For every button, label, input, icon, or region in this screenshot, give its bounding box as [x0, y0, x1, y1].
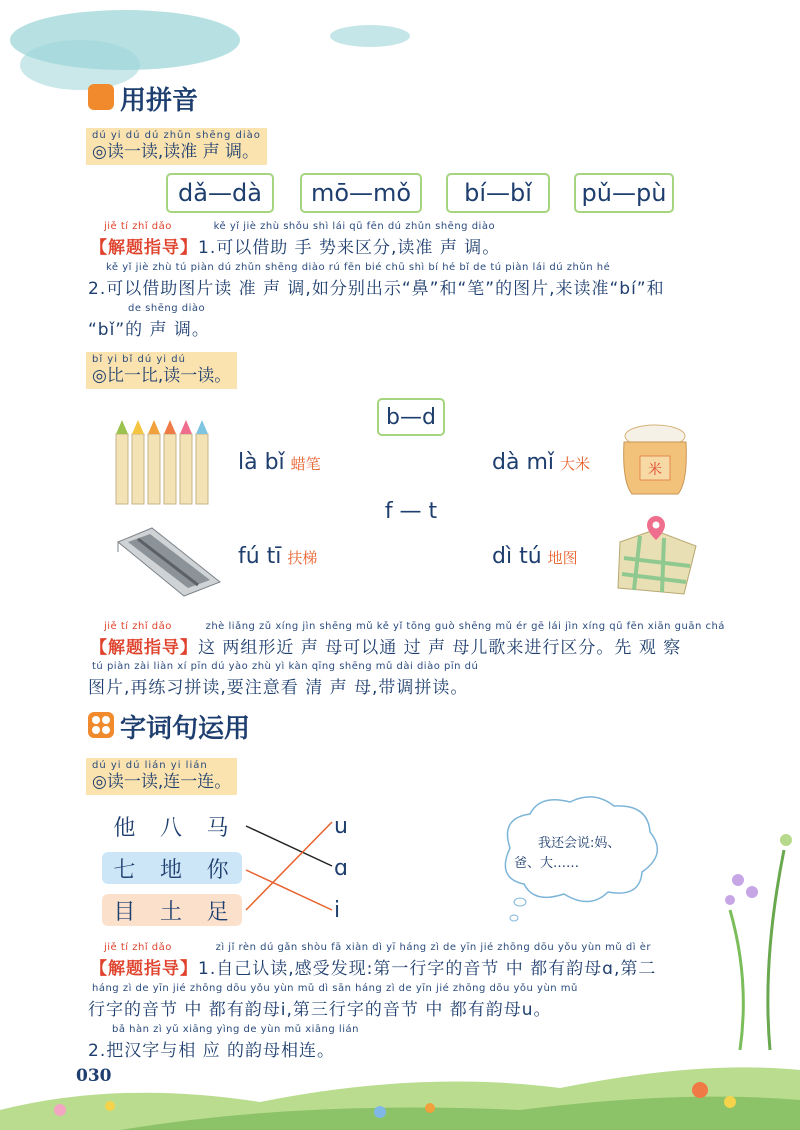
plants-decoration	[700, 820, 800, 1050]
match-lines	[240, 810, 340, 920]
tip-tag: 【解题指导】	[90, 959, 198, 979]
tip-line: 2.把汉字与相 应 的韵母相连。	[88, 1041, 336, 1061]
compare-box: f — t	[384, 498, 438, 524]
hanzi-row: 七 地 你	[102, 852, 242, 884]
section-title: 字词句运用	[120, 714, 251, 744]
section-title: 用拼音	[120, 86, 199, 116]
vowel-u: u	[334, 814, 348, 839]
tip-line: 【解题指导】1.自己认读,感受发现:第一行字的音节 中 都有韵母ɑ,第二	[90, 959, 657, 979]
tip-tag: 【解题指导】	[90, 238, 198, 258]
instruction-text: ◎读一读,连一连。	[92, 772, 232, 792]
tip-line: 图片,再练习拼读,要注意看 清 声 母,带调拼读。	[88, 678, 469, 698]
tip-pinyin-line: kě yǐ jiè zhù tú piàn dú zhǔn shēng diào rú fēn bié chū shì bí hé bǐ de tú piàn lái dú zhǔn hé	[106, 262, 611, 273]
tip-pinyin-line: jiě tí zhǐ dǎo zì jǐ rèn dú gǎn shòu fā xiàn dì yī háng zì de yīn jié zhōng dōu yǒu yùn mǔ dì èr	[104, 942, 652, 953]
tip-pinyin-line: bǎ hàn zì yǔ xiāng yìng de yùn mǔ xiāng lián	[112, 1024, 359, 1035]
section-icon	[88, 84, 114, 110]
word-ditu: dì tú 地图	[492, 544, 578, 569]
bubble-text: 爸、大……	[514, 856, 580, 871]
tip-pinyin-line: tú piàn zài liàn xí pīn dú yào zhù yì kàn qīng shēng mǔ dài diào pīn dú	[92, 661, 479, 672]
tip-line: 行字的音节 中 都有韵母i,第三行字的音节 中 都有韵母u。	[88, 1000, 552, 1020]
section-icon	[88, 712, 114, 738]
tip-pinyin-line: de shēng diào	[128, 303, 206, 314]
tip-pinyin-line: jiě tí zhǐ dǎo kě yǐ jiè zhù shǒu shì lái qū fēn dú zhǔn shēng diào	[104, 221, 496, 232]
compare-box: b—d	[377, 398, 445, 436]
rice-bag-label: 米	[648, 462, 662, 478]
tip-line: 【解题指导】1.可以借助 手 势来区分,读准 声 调。	[90, 238, 501, 258]
crayons-illustration	[112, 418, 222, 506]
hanzi-row: 目 土 足	[102, 894, 242, 926]
instruction-text: ◎读一读,读准 声 调。	[92, 142, 260, 162]
tip-pinyin-line: háng zì de yīn jié zhōng dōu yǒu yùn mǔ dì sān háng zì de yīn jié zhōng dōu yǒu yùn mǔ	[92, 983, 578, 994]
tip-line: 2.可以借助图片读 准 声 调,如分别出示“鼻”和“笔”的图片,来读准“bí”和	[88, 279, 665, 299]
pinyin-pair-box: pǔ—pù	[574, 173, 674, 213]
tip-tag: 【解题指导】	[90, 638, 198, 658]
instruction-match	[86, 758, 237, 795]
instruction-compare	[86, 352, 237, 389]
map-illustration	[614, 512, 700, 598]
tip-line: 【解题指导】这 两组形近 声 母可以通 过 声 母儿歌来进行区分。先 观 察	[90, 638, 682, 658]
pinyin-pair-box: bí—bǐ	[446, 173, 550, 213]
vowel-a: ɑ	[334, 856, 348, 881]
vowel-i: i	[334, 898, 341, 923]
escalator-illustration	[112, 522, 224, 598]
bubble-text: 我还会说:妈、	[538, 836, 621, 851]
instruction-pinyin: dú yi dú dú zhǔn shēng diào	[92, 130, 261, 141]
pinyin-pair-box: dǎ—dà	[166, 173, 274, 213]
grass-decoration	[0, 1040, 800, 1130]
word-futi: fú tī 扶梯	[238, 544, 318, 569]
pinyin-pair-box: mō—mǒ	[300, 173, 422, 213]
hanzi-row: 他 八 马	[102, 810, 242, 842]
tip-pinyin-line: jiě tí zhǐ dǎo zhè liǎng zǔ xíng jìn shēng mǔ kě yǐ tōng guò shēng mǔ ér gē lái jìn xíng qū fēn xiān guān chá	[104, 621, 725, 632]
instruction-pinyin: bǐ yi bǐ dú yi dú	[92, 354, 186, 365]
tip-line: “bǐ”的 声 调。	[88, 320, 210, 340]
rice-bag-illustration	[618, 422, 692, 498]
instruction-text: ◎比一比,读一读。	[92, 366, 232, 386]
cloud-decoration	[330, 25, 410, 47]
instruction-read	[86, 128, 267, 165]
page-number: 030	[76, 1066, 112, 1086]
word-laobi: là bǐ 蜡笔	[238, 450, 321, 475]
instruction-pinyin: dú yi dú lián yi lián	[92, 760, 208, 771]
word-dami: dà mǐ 大米	[492, 450, 590, 475]
